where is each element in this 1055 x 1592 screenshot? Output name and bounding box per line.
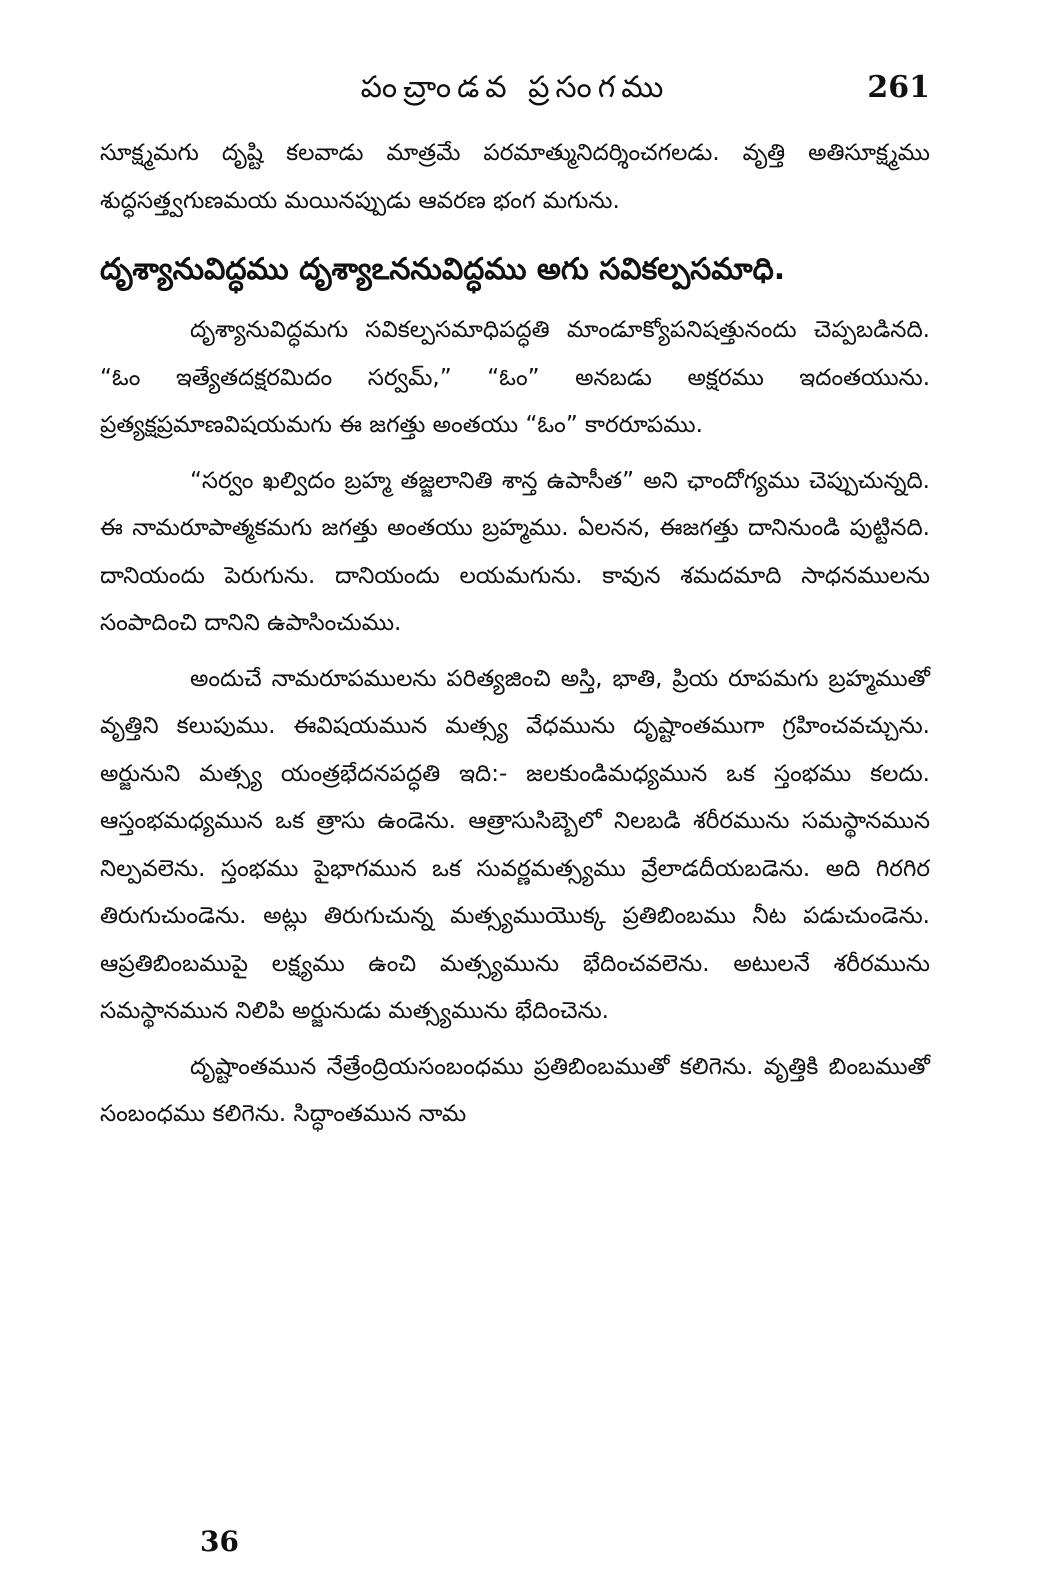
page-header-title: పంచ్రాండవ ప్రసంగము [360,70,670,105]
paragraph: “సర్వం ఖల్విదం బ్రహ్మ తజ్జలానితి శాన్త ఉపాసీత” అని ఛాందోగ్యము చెప్పుచున్నది. ఈ నామరూపాత్మకమగు జగత్తు అంతయు బ్రహ్మము. ఏలనన, ఈజగత్తు దానినుండి పుట్టినది. దానియందు పెరుగును. దానియందు లయమగును. కావున శమదమాది సాధనములను సంపాదించి దానిని ఉపాసించుము. [100,467,930,636]
page-number: 261 [867,70,930,105]
running-head [100,70,930,110]
paragraph: దృశ్యానువిద్ధమగు సవికల్పసమాధిపద్ధతి మాండూక్యోపనిషత్తునందు చెప్పబడినది. “ఓం ఇత్యేతదక్షరమిదం సర్వమ్,” “ఓం” అనబడు అక్షరము ఇదంతయును. ప్రత్యక్షప్రమాణవిషయమగు ఈ జగత్తు అంతయు “ఓం” కారరూపము. [100,317,930,438]
paragraph: దృష్టాంతమున నేత్రేంద్రియసంబంధము ప్రతిబింబముతో కలిగెను. వృత్తికి బింబముతో సంబంధము కలిగెను. సిద్ధాంతమున నామ [100,1053,930,1127]
section-heading: దృశ్యానువిద్ధము దృశ్యాఽననువిద్ధము అగు సవికల్పసమాధి. [100,252,786,287]
body-text [100,130,930,1520]
signature-number: 36 [200,1525,239,1558]
paragraph: అందుచే నామరూపములను పరిత్యజించి అస్తి, భాతి, ప్రియ రూపమగు బ్రహ్మముతో వృత్తిని కలుపుము. ఈవిషయమున మత్స్య వేధమును దృష్టాంతముగా గ్రహించవచ్చును. అర్జునుని మత్స్య యంత్రభేదనపద్ధతి ఇది:- జలకుండిమధ్యమున ఒక స్తంభము కలదు. ఆస్తంభమధ్యమున ఒక త్రాసు ఉండెను. ఆత్రాసుసిబ్బెలో నిలబడి శరీరమును సమస్థానమున నిల్పవలెను. స్తంభము పైభాగమున ఒక సువర్ణమత్స్యము వ్రేలాడదీయబడెను. అది గిరగిర తిరుగుచుండెను. అట్లు తిరుగుచున్న మత్స్యముయొక్క ప్రతిబింబము నీట పడుచుండెను. ఆప్రతిబింబముపై లక్ష్యము ఉంచి మత్స్యమును భేదించవలెను. అటులనే శరీరమును సమస్థానమున నిలిపి అర్జునుడు మత్స్యమును భేదించెను. [100,665,930,1024]
paragraph: సూక్ష్మమగు దృష్టి కలవాడు మాత్రమే పరమాత్మునిదర్శించగలడు. వృత్తి అతిసూక్ష్మము శుద్ధసత్త్వగుణమయ మయినప్పుడు ఆవరణ భంగ మగును. [100,140,930,214]
